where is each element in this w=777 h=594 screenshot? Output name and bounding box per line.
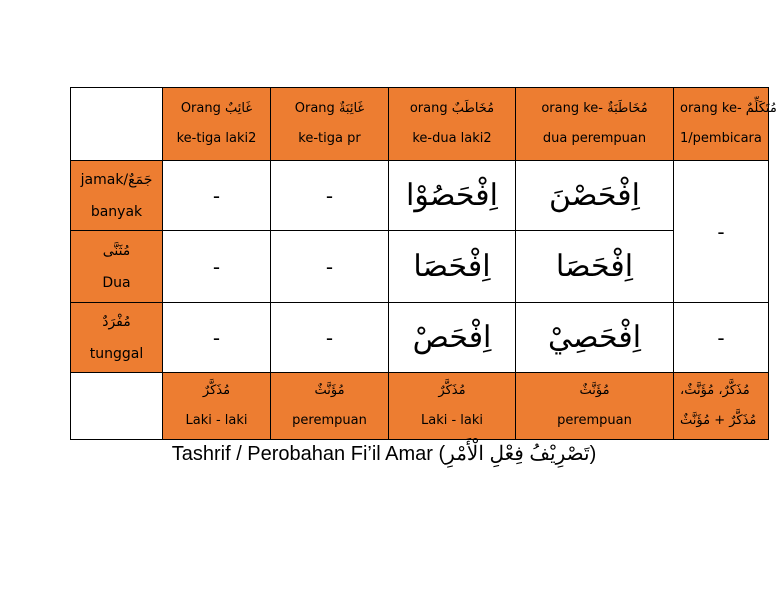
header-mukhatabah [516,88,674,161]
footer-mudzakkar-1-line2: Laki - laki [185,413,248,428]
cell-mufrad-mukhatab: اِفْحَصْ [389,303,516,373]
row-label-mutsanna [71,231,163,303]
cell-mutsanna-ghaib: - [163,231,271,303]
row-label-jamak-line2: banyak [90,203,143,220]
footer-muannats-1-line1: مُؤَنَّثٌ [314,383,345,398]
row-label-jamak [71,161,163,231]
cell-mufrad-ghaibah: - [271,303,389,373]
header-ghaib-line1: Orang غَائِبٌ [180,101,253,116]
footer-muannats-2 [516,373,674,440]
footer-mudzakkar-1 [163,373,271,440]
row-label-mutsanna-line1: مُثَنَّى [102,242,131,259]
footer-muannats-1-line2: perempuan [292,413,367,428]
header-mutakallim-line2: 1/pembicara [680,131,762,146]
row-mutsanna [71,231,769,303]
footer-mixed-line2: مُذَكَّرٌ + مُؤَنَّثٌ [680,413,757,428]
header-mukhatabah-line2: dua perempuan [542,131,647,146]
header-ghaib [163,88,271,161]
row-label-mufrad-line1: مُفْرَدٌ [102,313,131,330]
header-mukhatab [389,88,516,161]
header-mutakallim [674,88,777,161]
header-ghaibah-line2: ke-tiga pr [298,131,361,146]
cell-jamak-mutakallim: - [674,161,769,303]
header-mukhatab-line1: orang مُخَاطَبٌ [409,101,495,116]
row-jamak [71,161,769,231]
cell-mufrad-mutakallim: - [674,303,769,373]
footer-muannats-2-line2: perempuan [557,413,632,428]
cell-mufrad-mukhatabah: اِفْحَصِيْ [516,303,674,373]
cell-jamak-ghaib: - [163,161,271,231]
cell-mufrad-ghaib: - [163,303,271,373]
footer-mudzakkar-2-line2: Laki - laki [420,413,484,428]
row-label-mufrad [71,303,163,373]
tashrif-table [70,87,777,440]
header-mutakallim-line1: orang ke- مُتَكَلِّمٌ [680,101,777,116]
header-mukhatab-line2: ke-dua laki2 [412,131,492,146]
header-ghaibah [271,88,389,161]
cell-jamak-mukhatabah: اِفْحَصْنَ [516,161,674,231]
table-caption: Tashrif / Perobahan Fi’il Amar (تَصْرِيْفُ فِعْلِ الْأَمْرِ) [171,443,597,465]
row-label-jamak-line1: jamak/جَمَعٌ [80,171,153,188]
footer-mudzakkar-2 [389,373,516,440]
cell-jamak-mukhatab: اِفْحَصُوْا [389,161,516,231]
row-label-mufrad-line2: tunggal [89,345,144,362]
corner-cell-bottom [71,373,163,440]
footer-mudzakkar-1-line1: مُذَكَّرٌ [202,383,231,398]
cell-jamak-ghaibah: - [271,161,389,231]
header-ghaib-line2: ke-tiga laki2 [176,131,257,146]
cell-mutsanna-ghaibah: - [271,231,389,303]
footer-row [71,373,769,440]
header-ghaibah-line1: Orang غَائِبَةٌ [294,101,365,116]
footer-mixed-line1: مُذَكَّرٌ، مُؤَنَّثٌ، [680,383,750,398]
corner-cell-top [71,88,163,161]
footer-muannats-1 [271,373,389,440]
footer-mudzakkar-2-line1: مُذَكَّرٌ [438,383,466,398]
footer-muannats-2-line1: مُؤَنَّثٌ [579,383,610,398]
row-mufrad [71,303,769,373]
header-row [71,88,769,161]
header-mukhatabah-line1: orang ke- مُخَاطَبَةٌ [541,101,648,116]
cell-mutsanna-mukhatabah: اِفْحَصَا [516,231,674,303]
footer-mixed [674,373,769,440]
cell-mutsanna-mukhatab: اِفْحَصَا [389,231,516,303]
row-label-mutsanna-line2: Dua [102,274,131,291]
